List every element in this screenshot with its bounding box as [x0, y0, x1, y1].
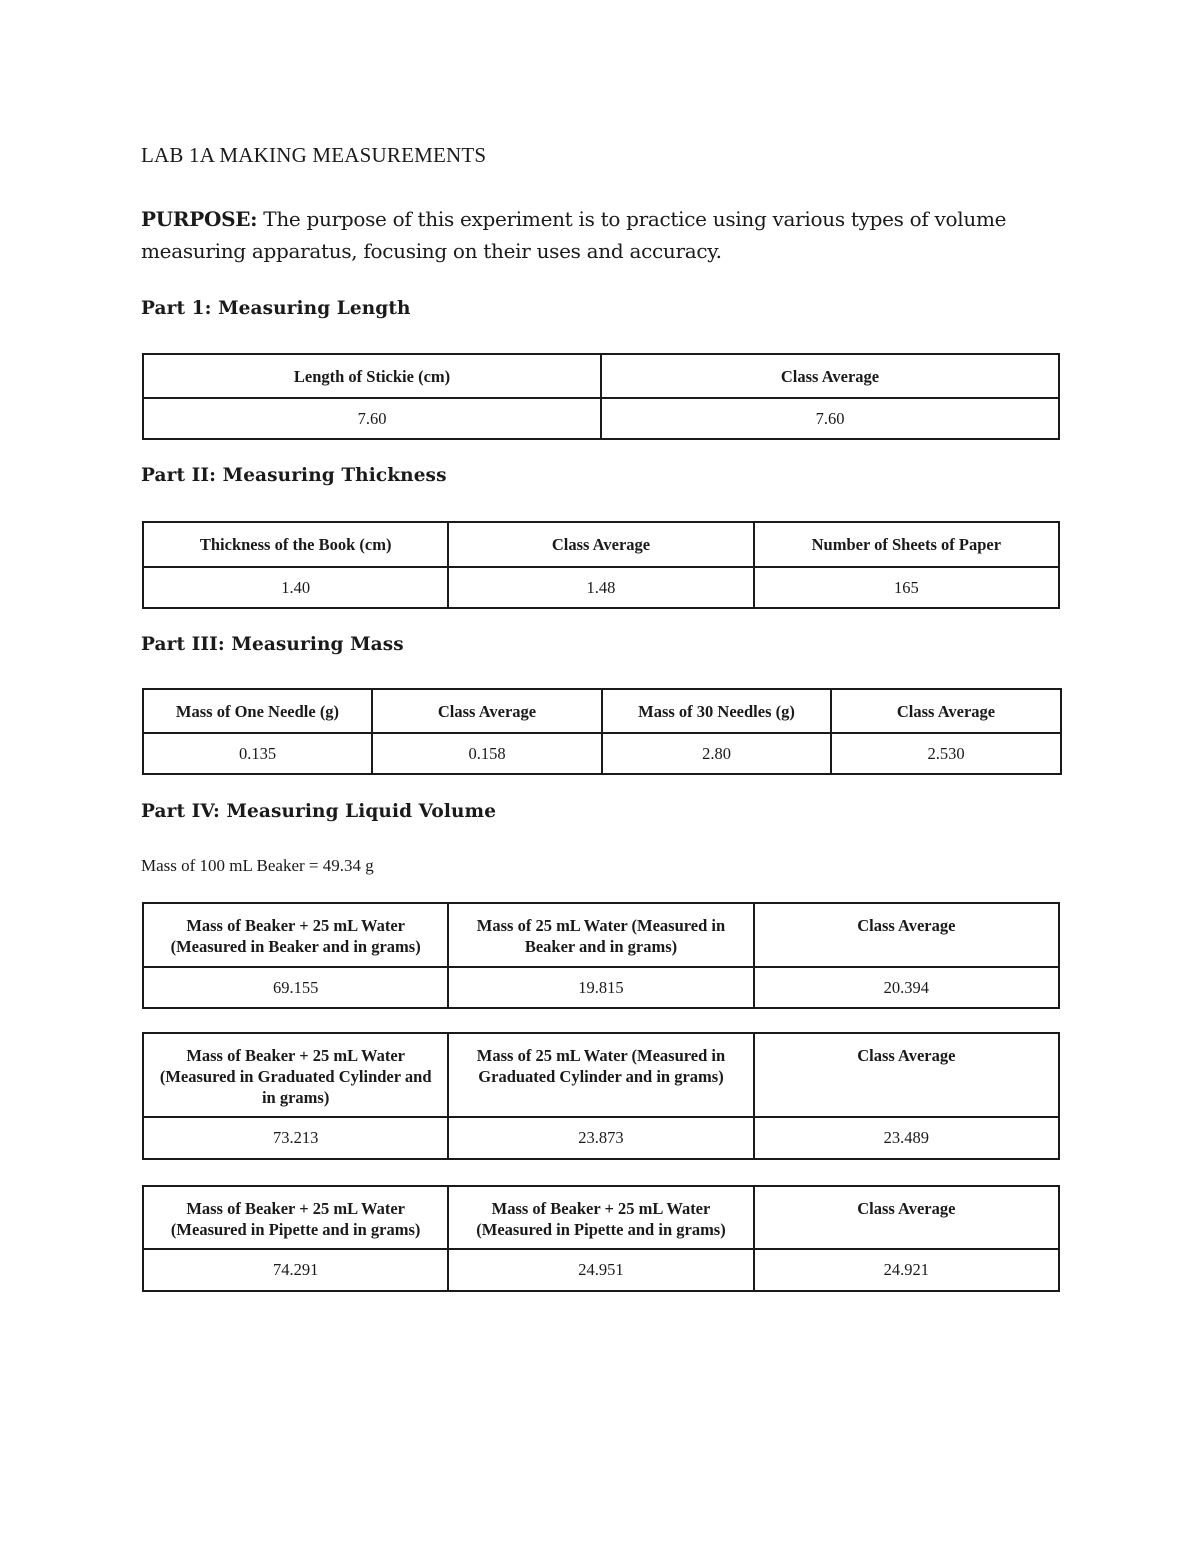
table-header-cell: Class Average [754, 1186, 1059, 1249]
part2-heading: Part II: Measuring Thickness [141, 465, 447, 486]
table-header-row [143, 522, 1059, 567]
table-header-cell: Class Average [831, 689, 1061, 733]
table-header-cell: Mass of Beaker + 25 mL Water (Measured in Graduated Cylinder and in grams) [143, 1033, 448, 1117]
table-header-cell: Class Average [754, 1033, 1059, 1117]
table-row [143, 733, 1061, 774]
part3-heading: Part III: Measuring Mass [141, 634, 404, 655]
table-header-cell: Thickness of the Book (cm) [143, 522, 448, 567]
table-row [143, 1249, 1059, 1291]
table-header-row [143, 1186, 1059, 1249]
table-header-cell: Class Average [448, 522, 753, 567]
table-cell: 2.530 [831, 733, 1061, 774]
table-header-cell: Mass of Beaker + 25 mL Water (Measured in Pipette and in grams) [448, 1186, 753, 1249]
pipette-table [142, 1185, 1060, 1292]
table-header-row [143, 903, 1059, 967]
table-cell: 165 [754, 567, 1059, 608]
table-cell: 73.213 [143, 1117, 448, 1159]
table-cell: 23.873 [448, 1117, 753, 1159]
table-row [143, 567, 1059, 608]
table-header-cell: Mass of One Needle (g) [143, 689, 372, 733]
table-header-cell: Mass of 30 Needles (g) [602, 689, 831, 733]
table-header-cell: Mass of Beaker + 25 mL Water (Measured in Pipette and in grams) [143, 1186, 448, 1249]
table-header-cell: Mass of Beaker + 25 mL Water (Measured in Beaker and in grams) [143, 903, 448, 967]
table-header-cell: Class Average [754, 903, 1059, 967]
table-cell: 24.921 [754, 1249, 1059, 1291]
table-header-cell: Class Average [601, 354, 1059, 398]
table-header-cell: Mass of 25 mL Water (Measured in Beaker and in grams) [448, 903, 753, 967]
table-header-row [143, 1033, 1059, 1117]
thickness-table [142, 521, 1060, 609]
table-cell: 2.80 [602, 733, 831, 774]
table-header-cell: Number of Sheets of Paper [754, 522, 1059, 567]
table-cell: 7.60 [143, 398, 601, 439]
purpose-label: PURPOSE: [141, 207, 258, 231]
table-row [143, 1117, 1059, 1159]
length-table [142, 353, 1060, 440]
document-title: LAB 1A MAKING MEASUREMENTS [141, 143, 487, 167]
table-row [143, 398, 1059, 439]
table-cell: 23.489 [754, 1117, 1059, 1159]
beaker-mass-note: Mass of 100 mL Beaker = 49.34 g [141, 856, 374, 875]
purpose-paragraph [141, 203, 1041, 267]
table-cell: 20.394 [754, 967, 1059, 1008]
purpose-text: The purpose of this experiment is to practice using various types of volume measuring apparatus, focusing on their uses and accuracy. [141, 207, 1007, 263]
table-cell: 19.815 [448, 967, 753, 1008]
table-cell: 0.158 [372, 733, 602, 774]
beaker-volume-table [142, 902, 1060, 1009]
table-cell: 69.155 [143, 967, 448, 1008]
part1-heading: Part 1: Measuring Length [141, 298, 411, 319]
table-cell: 74.291 [143, 1249, 448, 1291]
table-cell: 1.40 [143, 567, 448, 608]
table-cell: 1.48 [448, 567, 753, 608]
table-cell: 7.60 [601, 398, 1059, 439]
table-header-cell: Length of Stickie (cm) [143, 354, 601, 398]
table-header-row [143, 354, 1059, 398]
graduated-cylinder-table [142, 1032, 1060, 1160]
table-cell: 24.951 [448, 1249, 753, 1291]
part4-heading: Part IV: Measuring Liquid Volume [141, 801, 497, 822]
table-row [143, 967, 1059, 1008]
table-header-cell: Class Average [372, 689, 602, 733]
table-header-cell: Mass of 25 mL Water (Measured in Graduated Cylinder and in grams) [448, 1033, 753, 1117]
table-header-row [143, 689, 1061, 733]
table-cell: 0.135 [143, 733, 372, 774]
mass-table [142, 688, 1062, 775]
